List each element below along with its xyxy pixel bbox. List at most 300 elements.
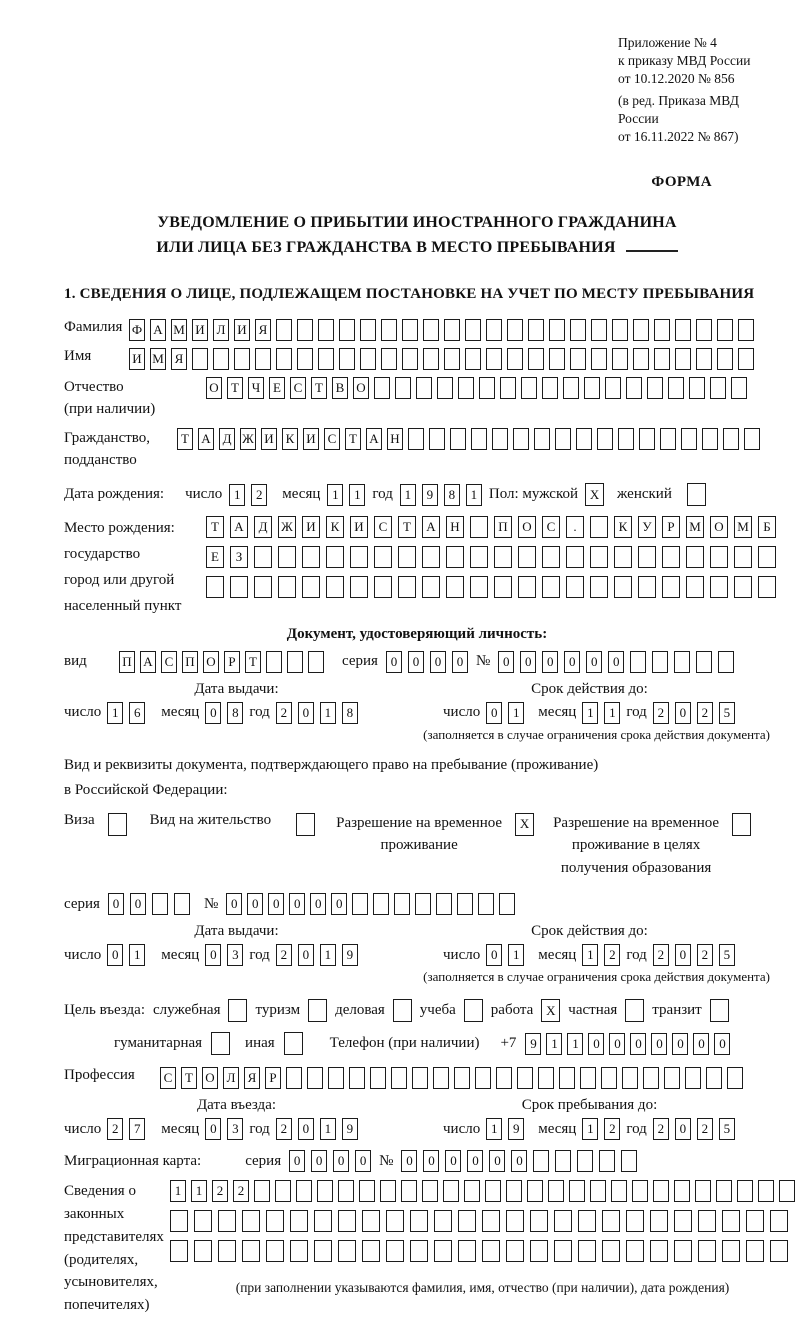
char-cell[interactable] [494,546,512,568]
char-cell[interactable] [521,377,537,399]
char-cell[interactable] [242,1210,260,1232]
char-cell[interactable] [412,1067,428,1089]
char-cell[interactable]: 1 [327,484,343,506]
char-cell[interactable]: 5 [719,702,735,724]
char-cell[interactable] [506,1180,522,1202]
char-cell[interactable] [296,1180,312,1202]
char-cell[interactable] [278,546,296,568]
char-cell[interactable] [758,576,776,598]
char-cell[interactable]: 2 [251,484,267,506]
char-cell[interactable] [339,319,355,341]
char-cell[interactable]: 9 [525,1033,541,1055]
char-cell[interactable] [737,1180,753,1202]
visa-checkbox[interactable] [108,813,127,836]
char-cell[interactable] [255,348,271,370]
char-cell[interactable] [566,576,584,598]
char-cell[interactable]: И [192,319,208,341]
char-cell[interactable] [359,1180,375,1202]
char-cell[interactable] [660,428,676,450]
char-cell[interactable] [555,428,571,450]
char-cell[interactable] [276,319,292,341]
char-cell[interactable] [254,1180,270,1202]
char-cell[interactable] [528,348,544,370]
char-cell[interactable] [723,428,739,450]
char-cell[interactable] [686,546,704,568]
tourism-checkbox[interactable] [308,999,327,1022]
char-cell[interactable] [234,348,250,370]
char-cell[interactable] [275,1180,291,1202]
char-cell[interactable]: Н [446,516,464,538]
char-cell[interactable]: 0 [130,893,146,915]
char-cell[interactable] [314,1240,332,1262]
char-cell[interactable]: 8 [444,484,460,506]
char-cell[interactable] [527,1180,543,1202]
char-cell[interactable] [437,377,453,399]
char-cell[interactable] [465,319,481,341]
char-cell[interactable] [696,651,712,673]
char-cell[interactable] [584,377,600,399]
char-cell[interactable] [398,546,416,568]
char-cell[interactable] [698,1210,716,1232]
char-cell[interactable] [542,546,560,568]
char-cell[interactable]: И [261,428,277,450]
char-cell[interactable] [218,1240,236,1262]
char-cell[interactable] [307,1067,323,1089]
char-cell[interactable]: И [234,319,250,341]
char-cell[interactable]: 2 [653,1118,669,1140]
char-cell[interactable] [702,428,718,450]
char-cell[interactable]: 8 [342,702,358,724]
char-cell[interactable] [674,1210,692,1232]
char-cell[interactable] [590,516,608,538]
char-cell[interactable] [650,1210,668,1232]
char-cell[interactable]: 1 [466,484,482,506]
char-cell[interactable] [611,1180,627,1202]
char-cell[interactable] [454,1067,470,1089]
char-cell[interactable]: 2 [276,944,292,966]
char-cell[interactable] [638,576,656,598]
char-cell[interactable] [446,546,464,568]
official-checkbox[interactable] [228,999,247,1022]
char-cell[interactable] [287,651,303,673]
char-cell[interactable]: О [710,516,728,538]
char-cell[interactable] [578,1210,596,1232]
char-cell[interactable]: 1 [582,702,598,724]
char-cell[interactable] [662,576,680,598]
char-cell[interactable] [590,1180,606,1202]
char-cell[interactable] [758,546,776,568]
char-cell[interactable]: 0 [289,893,305,915]
char-cell[interactable] [599,1150,615,1172]
char-cell[interactable] [633,348,649,370]
char-cell[interactable]: О [518,516,536,538]
char-cell[interactable]: 0 [672,1033,688,1055]
char-cell[interactable]: 1 [486,1118,502,1140]
char-cell[interactable] [206,576,224,598]
char-cell[interactable] [675,348,691,370]
char-cell[interactable] [716,1180,732,1202]
char-cell[interactable] [381,319,397,341]
char-cell[interactable] [630,651,646,673]
char-cell[interactable] [614,546,632,568]
char-cell[interactable] [727,1067,743,1089]
char-cell[interactable] [360,319,376,341]
char-cell[interactable] [443,1180,459,1202]
char-cell[interactable] [528,319,544,341]
char-cell[interactable]: А [230,516,248,538]
char-cell[interactable]: У [638,516,656,538]
char-cell[interactable]: 2 [276,702,292,724]
char-cell[interactable]: 1 [349,484,365,506]
char-cell[interactable] [542,377,558,399]
char-cell[interactable]: 1 [320,1118,336,1140]
char-cell[interactable]: Ж [240,428,256,450]
char-cell[interactable]: 1 [582,944,598,966]
char-cell[interactable] [722,1240,740,1262]
char-cell[interactable]: 9 [508,1118,524,1140]
char-cell[interactable]: 0 [401,1150,417,1172]
char-cell[interactable]: 0 [298,702,314,724]
char-cell[interactable] [717,348,733,370]
char-cell[interactable] [734,546,752,568]
char-cell[interactable] [386,1240,404,1262]
char-cell[interactable] [605,377,621,399]
char-cell[interactable] [349,1067,365,1089]
char-cell[interactable]: П [182,651,198,673]
char-cell[interactable]: Б [758,516,776,538]
char-cell[interactable] [254,576,272,598]
char-cell[interactable] [653,1180,669,1202]
char-cell[interactable]: Д [219,428,235,450]
char-cell[interactable] [398,576,416,598]
char-cell[interactable] [278,576,296,598]
temp-residence-checkbox[interactable]: X [515,813,534,836]
char-cell[interactable]: И [302,516,320,538]
char-cell[interactable]: 0 [630,1033,646,1055]
char-cell[interactable] [373,893,389,915]
char-cell[interactable] [639,428,655,450]
char-cell[interactable] [433,1067,449,1089]
char-cell[interactable] [591,348,607,370]
char-cell[interactable]: 0 [423,1150,439,1172]
char-cell[interactable]: Я [244,1067,260,1089]
char-cell[interactable] [569,1180,585,1202]
char-cell[interactable]: С [161,651,177,673]
char-cell[interactable] [302,546,320,568]
char-cell[interactable] [254,546,272,568]
char-cell[interactable]: Т [311,377,327,399]
char-cell[interactable] [779,1180,795,1202]
char-cell[interactable] [570,348,586,370]
char-cell[interactable]: 0 [486,944,502,966]
char-cell[interactable]: 3 [227,944,243,966]
char-cell[interactable]: 0 [298,944,314,966]
char-cell[interactable]: 2 [604,944,620,966]
char-cell[interactable] [458,377,474,399]
char-cell[interactable] [230,576,248,598]
char-cell[interactable]: 5 [719,944,735,966]
char-cell[interactable]: 0 [205,702,221,724]
char-cell[interactable]: П [494,516,512,538]
char-cell[interactable]: Я [255,319,271,341]
male-checkbox[interactable]: X [585,483,604,506]
char-cell[interactable]: 2 [604,1118,620,1140]
char-cell[interactable] [422,546,440,568]
char-cell[interactable]: И [350,516,368,538]
char-cell[interactable]: 0 [714,1033,730,1055]
char-cell[interactable] [436,893,452,915]
char-cell[interactable] [534,428,550,450]
char-cell[interactable]: С [290,377,306,399]
char-cell[interactable] [465,348,481,370]
char-cell[interactable] [518,576,536,598]
char-cell[interactable] [722,1210,740,1232]
char-cell[interactable] [710,576,728,598]
char-cell[interactable]: 0 [408,651,424,673]
char-cell[interactable]: 5 [719,1118,735,1140]
char-cell[interactable] [530,1240,548,1262]
char-cell[interactable]: . [566,516,584,538]
char-cell[interactable] [458,1210,476,1232]
char-cell[interactable] [297,319,313,341]
char-cell[interactable]: 0 [298,1118,314,1140]
char-cell[interactable]: О [203,651,219,673]
char-cell[interactable] [689,377,705,399]
char-cell[interactable] [549,348,565,370]
temp-residence-edu-checkbox[interactable] [732,813,751,836]
char-cell[interactable]: Т [345,428,361,450]
transit-checkbox[interactable] [710,999,729,1022]
char-cell[interactable]: 0 [511,1150,527,1172]
char-cell[interactable] [470,576,488,598]
char-cell[interactable] [650,1240,668,1262]
char-cell[interactable]: 0 [542,651,558,673]
char-cell[interactable] [590,546,608,568]
char-cell[interactable] [416,377,432,399]
char-cell[interactable]: Р [662,516,680,538]
char-cell[interactable] [370,1067,386,1089]
char-cell[interactable]: М [734,516,752,538]
char-cell[interactable]: А [366,428,382,450]
char-cell[interactable] [681,428,697,450]
char-cell[interactable]: 9 [422,484,438,506]
char-cell[interactable]: А [150,319,166,341]
char-cell[interactable]: Р [224,651,240,673]
char-cell[interactable] [326,546,344,568]
char-cell[interactable]: 8 [227,702,243,724]
char-cell[interactable] [338,1180,354,1202]
char-cell[interactable] [486,348,502,370]
char-cell[interactable] [618,428,634,450]
char-cell[interactable] [318,348,334,370]
char-cell[interactable] [746,1240,764,1262]
char-cell[interactable]: 0 [386,651,402,673]
char-cell[interactable]: Р [265,1067,281,1089]
char-cell[interactable] [486,319,502,341]
char-cell[interactable]: И [303,428,319,450]
char-cell[interactable]: К [326,516,344,538]
char-cell[interactable] [482,1210,500,1232]
char-cell[interactable] [513,428,529,450]
char-cell[interactable] [242,1240,260,1262]
char-cell[interactable] [612,319,628,341]
char-cell[interactable] [339,348,355,370]
char-cell[interactable] [290,1210,308,1232]
char-cell[interactable] [500,377,516,399]
char-cell[interactable]: Т [245,651,261,673]
char-cell[interactable]: 0 [467,1150,483,1172]
char-cell[interactable] [194,1240,212,1262]
char-cell[interactable] [621,1150,637,1172]
char-cell[interactable] [685,1067,701,1089]
char-cell[interactable] [328,1067,344,1089]
char-cell[interactable] [710,377,726,399]
char-cell[interactable] [350,546,368,568]
char-cell[interactable] [770,1240,788,1262]
char-cell[interactable]: 0 [205,1118,221,1140]
char-cell[interactable] [492,428,508,450]
char-cell[interactable]: 0 [498,651,514,673]
char-cell[interactable]: 2 [233,1180,249,1202]
char-cell[interactable] [570,319,586,341]
char-cell[interactable] [308,651,324,673]
business-checkbox[interactable] [393,999,412,1022]
char-cell[interactable] [478,893,494,915]
char-cell[interactable] [174,893,190,915]
char-cell[interactable]: 0 [247,893,263,915]
char-cell[interactable] [434,1240,452,1262]
char-cell[interactable] [674,1240,692,1262]
char-cell[interactable]: 0 [430,651,446,673]
char-cell[interactable] [362,1210,380,1232]
char-cell[interactable] [318,319,334,341]
char-cell[interactable]: О [353,377,369,399]
char-cell[interactable] [194,1210,212,1232]
char-cell[interactable] [664,1067,680,1089]
char-cell[interactable] [266,1210,284,1232]
char-cell[interactable] [402,348,418,370]
char-cell[interactable] [654,348,670,370]
char-cell[interactable] [290,1240,308,1262]
char-cell[interactable] [408,428,424,450]
char-cell[interactable] [632,1180,648,1202]
char-cell[interactable] [402,319,418,341]
char-cell[interactable] [675,319,691,341]
char-cell[interactable]: 0 [675,944,691,966]
char-cell[interactable] [434,1210,452,1232]
char-cell[interactable] [674,651,690,673]
char-cell[interactable] [738,319,754,341]
char-cell[interactable] [654,319,670,341]
char-cell[interactable]: Т [181,1067,197,1089]
char-cell[interactable] [590,576,608,598]
char-cell[interactable] [470,546,488,568]
char-cell[interactable] [758,1180,774,1202]
char-cell[interactable] [499,893,515,915]
char-cell[interactable]: Д [254,516,272,538]
char-cell[interactable]: 2 [276,1118,292,1140]
char-cell[interactable] [266,651,282,673]
char-cell[interactable] [362,1240,380,1262]
char-cell[interactable]: 0 [609,1033,625,1055]
char-cell[interactable]: 0 [651,1033,667,1055]
char-cell[interactable]: 2 [107,1118,123,1140]
char-cell[interactable]: 0 [675,702,691,724]
char-cell[interactable]: 1 [107,702,123,724]
char-cell[interactable]: 3 [227,1118,243,1140]
char-cell[interactable] [542,576,560,598]
char-cell[interactable] [380,1180,396,1202]
char-cell[interactable] [475,1067,491,1089]
char-cell[interactable]: 2 [653,702,669,724]
char-cell[interactable] [563,377,579,399]
char-cell[interactable] [643,1067,659,1089]
char-cell[interactable]: Ч [248,377,264,399]
char-cell[interactable] [297,348,313,370]
char-cell[interactable] [770,1210,788,1232]
char-cell[interactable]: 0 [333,1150,349,1172]
char-cell[interactable] [386,1210,404,1232]
char-cell[interactable]: 6 [129,702,145,724]
char-cell[interactable]: 2 [653,944,669,966]
char-cell[interactable] [218,1210,236,1232]
char-cell[interactable] [394,893,410,915]
char-cell[interactable]: О [206,377,222,399]
char-cell[interactable] [668,377,684,399]
char-cell[interactable] [602,1210,620,1232]
char-cell[interactable]: Ф [129,319,145,341]
char-cell[interactable] [647,377,663,399]
char-cell[interactable] [450,428,466,450]
char-cell[interactable]: 0 [564,651,580,673]
char-cell[interactable] [410,1210,428,1232]
char-cell[interactable] [374,546,392,568]
char-cell[interactable] [626,1240,644,1262]
char-cell[interactable]: А [140,651,156,673]
char-cell[interactable] [731,377,747,399]
char-cell[interactable]: В [332,377,348,399]
char-cell[interactable] [485,1180,501,1202]
char-cell[interactable]: А [198,428,214,450]
char-cell[interactable] [192,348,208,370]
char-cell[interactable] [555,1150,571,1172]
char-cell[interactable]: 0 [608,651,624,673]
char-cell[interactable]: 0 [520,651,536,673]
char-cell[interactable]: 0 [205,944,221,966]
char-cell[interactable] [352,893,368,915]
char-cell[interactable]: 0 [588,1033,604,1055]
char-cell[interactable]: 1 [129,944,145,966]
char-cell[interactable] [626,1210,644,1232]
char-cell[interactable] [576,428,592,450]
char-cell[interactable]: Я [171,348,187,370]
char-cell[interactable] [602,1240,620,1262]
char-cell[interactable] [614,576,632,598]
char-cell[interactable] [674,1180,690,1202]
char-cell[interactable] [538,1067,554,1089]
residence-permit-checkbox[interactable] [296,813,315,836]
char-cell[interactable]: 9 [342,1118,358,1140]
char-cell[interactable]: 0 [445,1150,461,1172]
char-cell[interactable] [662,546,680,568]
char-cell[interactable] [213,348,229,370]
char-cell[interactable] [744,428,760,450]
char-cell[interactable]: 2 [697,1118,713,1140]
char-cell[interactable] [554,1210,572,1232]
char-cell[interactable]: И [129,348,145,370]
char-cell[interactable] [577,1150,593,1172]
female-checkbox[interactable] [687,483,706,506]
